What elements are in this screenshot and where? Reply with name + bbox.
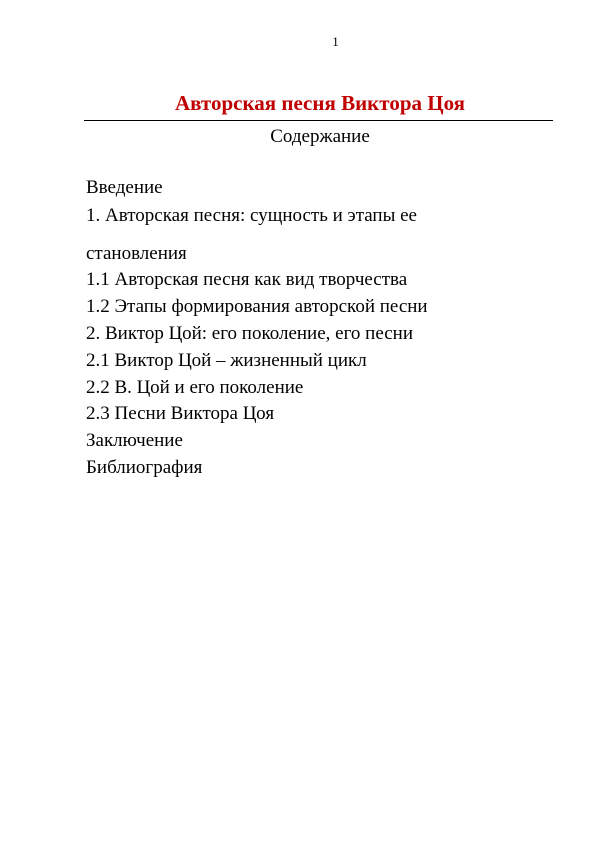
toc-item-bibliography: Библиография bbox=[86, 457, 203, 478]
toc-item-introduction: Введение bbox=[86, 177, 163, 198]
toc-item-section-2-1: 2.1 Виктор Цой – жизненный цикл bbox=[86, 350, 367, 371]
page-number: 1 bbox=[332, 34, 339, 49]
title-divider bbox=[84, 120, 553, 121]
toc-item-chapter-1-continued: становления bbox=[86, 243, 187, 264]
toc-item-section-2-2: 2.2 В. Цой и его поколение bbox=[86, 377, 304, 398]
toc-heading: Содержание bbox=[270, 126, 370, 147]
toc-item-conclusion: Заключение bbox=[86, 430, 183, 451]
toc-item-chapter-1: 1. Авторская песня: сущность и этапы ее bbox=[86, 205, 417, 226]
toc-item-section-1-1: 1.1 Авторская песня как вид творчества bbox=[86, 269, 408, 290]
toc-item-section-2-3: 2.3 Песни Виктора Цоя bbox=[86, 403, 275, 424]
document-title: Авторская песня Виктора Цоя bbox=[174, 91, 466, 115]
toc-item-section-1-2: 1.2 Этапы формирования авторской песни bbox=[86, 296, 428, 317]
toc-item-chapter-2: 2. Виктор Цой: его поколение, его песни bbox=[86, 323, 414, 344]
